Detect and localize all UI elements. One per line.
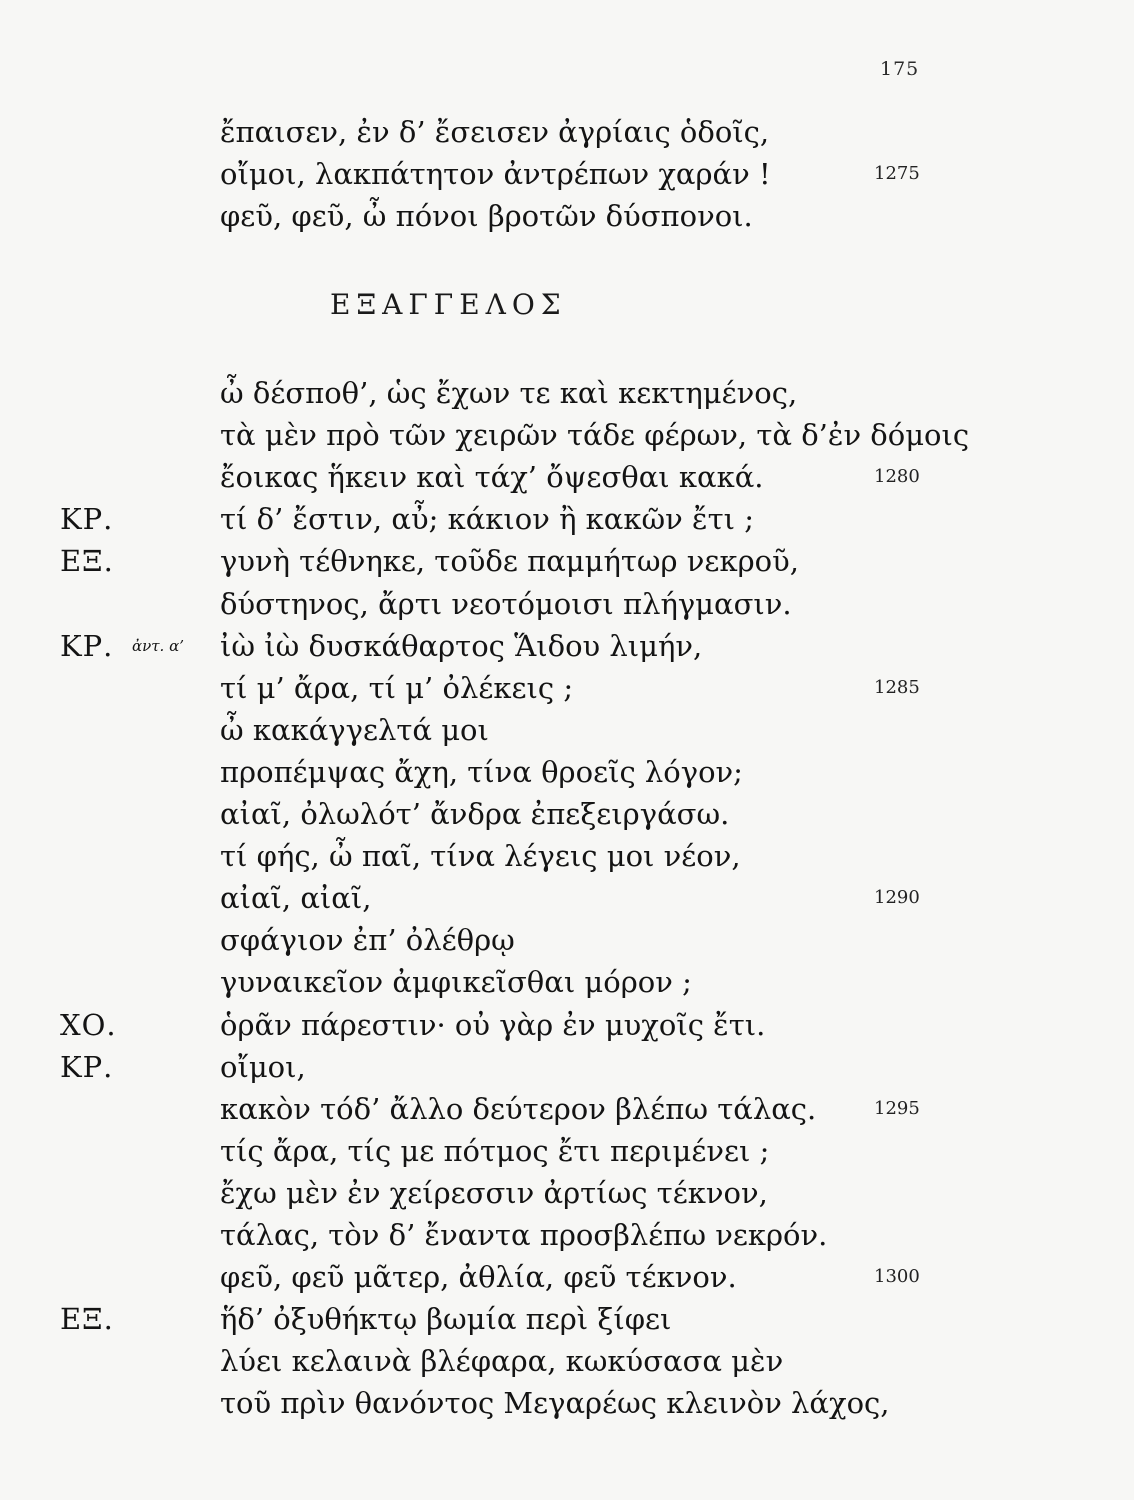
verse-text: αἰαῖ, ὀλωλότ’ ἄνδρα ἐπεξειργάσω. — [220, 797, 730, 831]
verse-line — [0, 1383, 1134, 1425]
verse-line — [0, 794, 1134, 836]
verse-line — [0, 878, 1134, 920]
verse-text: κακὸν τόδ’ ἄλλο δεύτερον βλέπω τάλας. — [220, 1091, 817, 1126]
verse-text: ἔοικας ἥκειν καὶ τάχ’ ὄψεσθαι κακά. — [220, 460, 764, 495]
speaker-heading: ΕΞΑΓΓΕΛΟΣ — [330, 288, 567, 321]
verse-text: προπέμψας ἄχη, τίνα θροεῖς λόγον; — [220, 754, 743, 789]
verse-text: τί μ’ ἄρα, τί μ’ ὀλέκεις ; — [220, 670, 574, 705]
verse-text: τοῦ πρὶν θανόντος Μεγαρέως κλεινὸν λάχος, — [220, 1386, 890, 1421]
verse-text: οἴμοι, — [220, 1049, 306, 1084]
line-number: 1290 — [874, 887, 920, 909]
verse-line — [0, 154, 1134, 196]
verse-text: γυναικεῖον ἀμφικεῖσθαι μόρον ; — [220, 965, 692, 1000]
verse-text: ἔπαισεν, ἐν δ’ ἔσεισεν ἀγρίαις ὁδοῖς, — [220, 115, 770, 149]
verse-line — [0, 1089, 1134, 1131]
strophe-mark: ἀντ. α’ — [132, 636, 184, 655]
verse-text: τὰ μὲν πρὸ τῶν χειρῶν τάδε φέρων, τὰ δ’ἐν δόμοις — [220, 418, 970, 453]
verse-text: οἴμοι, λακπάτητον ἀντρέπων χαράν ! — [220, 157, 771, 191]
verse-line — [0, 626, 1134, 668]
verse-text: ὁρᾶν πάρεστιν· οὐ γὰρ ἐν μυχοῖς ἔτι. — [220, 1007, 766, 1042]
verse-line — [0, 112, 1134, 154]
verse-text: φεῦ, φεῦ, ὦ πόνοι βροτῶν δύσπονοι. — [220, 199, 753, 233]
verse-line — [0, 920, 1134, 962]
verse-line — [0, 668, 1134, 710]
line-number: 1295 — [874, 1097, 920, 1119]
speaker-label: ΕΞ. — [60, 1302, 114, 1337]
verse-text: σφάγιον ἐπ’ ὀλέθρῳ — [220, 923, 515, 958]
verse-line — [0, 1131, 1134, 1173]
verse-line — [0, 584, 1134, 626]
verse-text: φεῦ, φεῦ μᾶτερ, ἀθλία, φεῦ τέκνον. — [220, 1260, 737, 1295]
verse-text: ἰὼ ἰὼ δυσκάθαρτος Ἅιδου λιμήν, — [220, 628, 703, 663]
line-number: 1285 — [874, 676, 920, 698]
verse-line — [0, 1047, 1134, 1089]
verse-line — [0, 415, 1134, 457]
verse-line — [0, 499, 1134, 541]
verse-line — [0, 1173, 1134, 1215]
page-number: 175 — [880, 58, 920, 80]
speaker-label: ΚΡ. — [60, 628, 114, 663]
verse-line — [0, 836, 1134, 878]
line-number: 1275 — [874, 163, 920, 184]
verse-text: τί φής, ὦ παῖ, τίνα λέγεις μοι νέον, — [220, 839, 741, 874]
verse-line — [0, 752, 1134, 794]
speaker-label: ΧΟ. — [60, 1007, 117, 1042]
speaker-label: ΚΡ. — [60, 1049, 114, 1084]
verse-line — [0, 962, 1134, 1004]
line-number: 1300 — [874, 1266, 920, 1288]
speaker-label: ΚΡ. — [60, 502, 114, 537]
verse-text: λύει κελαινὰ βλέφαρα, κωκύσασα μὲν — [220, 1344, 784, 1379]
verse-text: τίς ἄρα, τίς με πότμος ἔτι περιμένει ; — [220, 1133, 770, 1168]
line-number: 1280 — [874, 466, 920, 488]
verse-line — [0, 1257, 1134, 1299]
verse-text: τάλας, τὸν δ’ ἔναντα προσβλέπω νεκρόν. — [220, 1218, 828, 1252]
verse-line — [0, 1215, 1134, 1257]
verse-text: ὦ κακάγγελτά μοι — [220, 712, 489, 747]
verse-text: ἥδ’ ὀξυθήκτῳ βωμία περὶ ξίφει — [220, 1302, 672, 1337]
verse-text: τί δ’ ἔστιν, αὖ; κάκιον ἢ κακῶν ἔτι ; — [220, 502, 754, 537]
verse-text: δύστηνος, ἄρτι νεοτόμοισι πλήγμασιν. — [220, 586, 792, 621]
verse-line — [0, 373, 1134, 415]
verse-line — [0, 541, 1134, 583]
verse-text: γυνὴ τέθνηκε, τοῦδε παμμήτωρ νεκροῦ, — [220, 544, 799, 579]
verse-text: ἔχω μὲν ἐν χείρεσσιν ἀρτίως τέκνον, — [220, 1175, 768, 1210]
speaker-label: ΕΞ. — [60, 544, 114, 579]
verse-line — [0, 457, 1134, 499]
verse-line — [0, 1341, 1134, 1383]
verse-line — [0, 710, 1134, 752]
verse-line — [0, 1005, 1134, 1047]
verse-line — [0, 196, 1134, 238]
verse-line — [0, 1299, 1134, 1341]
verse-text: ὦ δέσποθ’, ὡς ἔχων τε καὶ κεκτημένος, — [220, 376, 798, 410]
verse-text: αἰαῖ, αἰαῖ, — [220, 881, 372, 916]
